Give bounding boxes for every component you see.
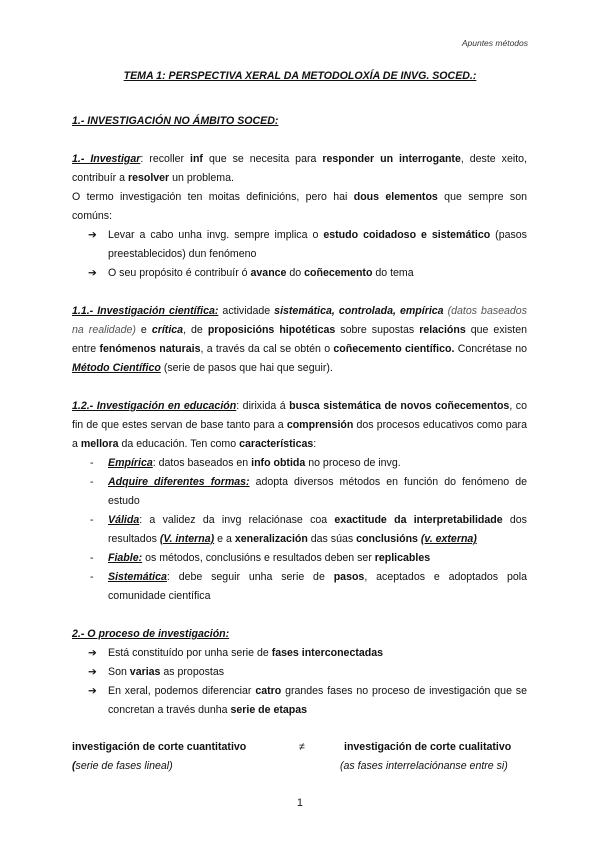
research-types xyxy=(72,738,527,776)
running-header: Apuntes métodos xyxy=(461,38,528,48)
page-number: 1 xyxy=(297,797,303,809)
characteristics-list xyxy=(72,454,527,606)
arrow-icon: ➔ xyxy=(88,647,97,659)
list-item: ➔ Levar a cabo unha invg. sempre implica o estudo coidadoso e sistemático (pasos preestablecidos) dun fenómeno xyxy=(72,226,527,264)
arrow-icon: ➔ xyxy=(88,685,97,697)
section-1-heading: 1.- INVESTIGACIÓN NO ÁMBITO SOCED: xyxy=(72,115,279,127)
list-item: - Sistemática: debe seguir unha serie de pasos, aceptados e adoptados pola comunidade científica xyxy=(90,571,527,602)
not-equal-symbol: ≠ xyxy=(299,741,305,753)
section-1-paragraph: O termo investigación ten moitas definicións, pero hai dous elementos que sempre son comúns: xyxy=(72,191,527,222)
section-1-1-paragraph: 1.1.- Investigación científica: actividade sistemática, controlada, empírica (datos baseados na realidade) e crítica, de proposicións hipotéticas sobre supostas relacións que existen entre fenómenos naturais, a través da cal se obtén o coñecemento científico. Concrétase no Método Científico (serie de pasos que hai que seguir). xyxy=(72,305,528,374)
arrow-icon: ➔ xyxy=(88,666,97,678)
section-1-2-paragraph: 1.2.- Investigación en educación: dirixida á busca sistemática de novos coñecementos, co fin de que estes servan de base tanto para a comprensión dos procesos educativos como para a mellora da educación. Ten como características: xyxy=(72,400,527,450)
section-2-list xyxy=(72,644,527,720)
list-item: ➔ En xeral, podemos diferenciar catro grandes fases no proceso de investigación que se concretan a través dunha serie de etapas xyxy=(72,682,527,720)
list-item: - Empírica: datos baseados en info obtida no proceso de invg. xyxy=(90,457,401,469)
list-item: - Fiable: os métodos, conclusións e resultados deben ser replicables xyxy=(90,552,431,564)
quantitative-note: (serie de fases lineal) xyxy=(72,760,173,772)
section-1-list xyxy=(72,226,527,283)
section-2-heading: 2.- O proceso de investigación: xyxy=(72,628,230,640)
document-title: TEMA 1: PERSPECTIVA XERAL DA METODOLOXÍA DE INVG. SOCED.: xyxy=(123,70,477,82)
qualitative-note: (as fases interrelaciónanse entre si) xyxy=(340,760,508,772)
qualitative-label: investigación de corte cualitativo xyxy=(344,741,512,753)
arrow-icon: ➔ xyxy=(88,229,97,241)
list-item: - Adquire diferentes formas: adopta diversos métodos en función do fenómeno de estudo xyxy=(90,476,527,507)
list-item: - Válida: a validez da invg relaciónase coa exactitude da interpretabilidade dos resultados (V. interna) e a xeneralización das súas conclusións (v. externa) xyxy=(90,514,527,545)
list-item: ➔ Son varias as propostas xyxy=(72,663,527,682)
quantitative-label: investigación de corte cuantitativo xyxy=(72,741,247,753)
document-body xyxy=(72,112,527,720)
arrow-icon: ➔ xyxy=(88,267,97,279)
section-1-definition: 1.- Investigar: recoller inf que se necesita para responder un interrogante, deste xeito, contribuír a resolver un problema. xyxy=(72,153,527,184)
list-item: ➔ O seu propósito é contribuír ó avance do coñecemento do tema xyxy=(72,264,527,283)
list-item: ➔ Está constituído por unha serie de fases interconectadas xyxy=(72,644,527,663)
